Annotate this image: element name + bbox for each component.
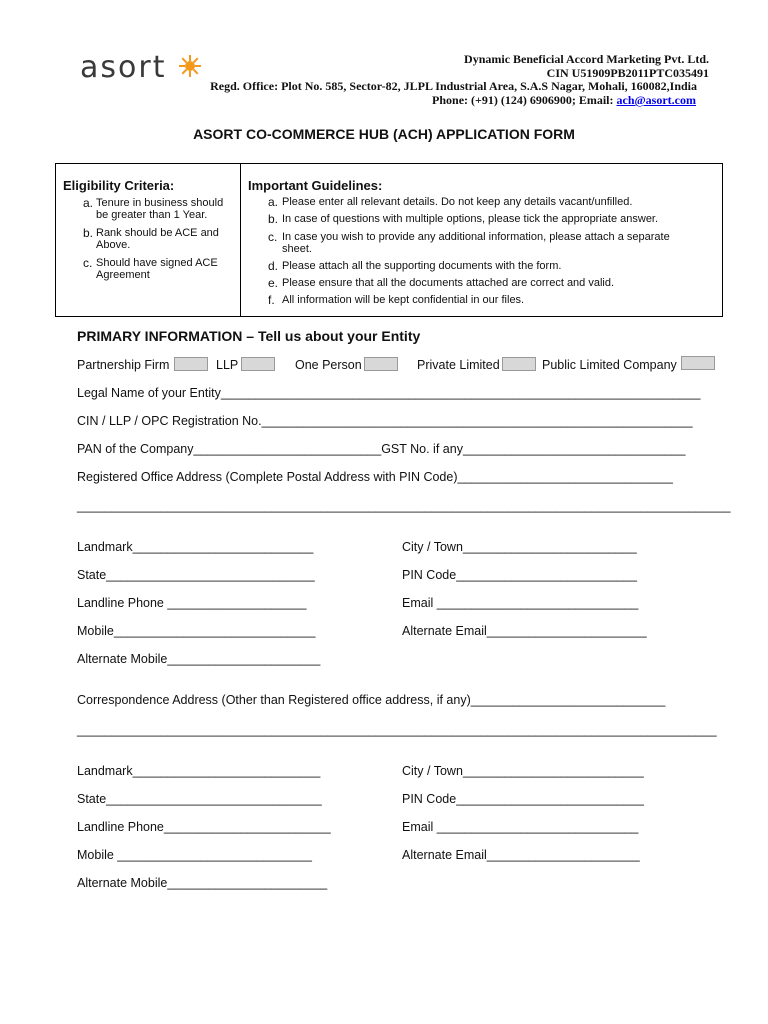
llp-checkbox[interactable] <box>241 357 275 371</box>
public-limited-checkbox[interactable] <box>681 356 715 370</box>
eligibility-heading: Eligibility Criteria: <box>63 178 175 193</box>
contact-line <box>432 93 696 108</box>
corr-state-field[interactable]: State_______________________________ <box>77 792 322 806</box>
guideline-item: In case of questions with multiple options, please tick the appropriate answer. <box>282 213 659 225</box>
guideline-item-cont: sheet. <box>282 243 312 255</box>
corr-landline-field[interactable]: Landline Phone________________________ <box>77 820 331 834</box>
primary-info-heading: PRIMARY INFORMATION – Tell us about your Entity <box>77 328 421 344</box>
guideline-letter: a. <box>268 195 279 209</box>
registration-number-field[interactable]: CIN / LLP / OPC Registration No.______________________________________________________________ <box>77 414 693 428</box>
corr-alternate-mobile-field[interactable]: Alternate Mobile_______________________ <box>77 876 328 890</box>
eligibility-letter: c. <box>83 256 93 270</box>
eligibility-item-cont: Above. <box>96 239 131 251</box>
logo-text: asort <box>80 50 167 85</box>
email-field[interactable]: Email _____________________________ <box>402 596 639 610</box>
guideline-item: All information will be kept confidential in our files. <box>282 294 525 306</box>
registered-address-field[interactable]: Registered Office Address (Complete Postal Address with PIN Code)_______________________________ <box>77 470 674 484</box>
guideline-letter: b. <box>268 212 279 226</box>
corr-pin-code-field[interactable]: PIN Code___________________________ <box>402 792 644 806</box>
guideline-letter: c. <box>268 230 278 244</box>
eligibility-item: Rank should be ACE and <box>96 227 219 239</box>
company-cin: CIN U51909PB2011PTC035491 <box>546 66 709 80</box>
landmark-field[interactable]: Landmark__________________________ <box>77 540 314 554</box>
landline-field[interactable]: Landline Phone ____________________ <box>77 596 307 610</box>
eligibility-item-cont: Agreement <box>96 269 150 281</box>
phone-text: Phone: (+91) (124) 6906900; Email: <box>432 93 617 107</box>
legal-name-field[interactable]: Legal Name of your Entity_____________________________________________________________________ <box>77 386 701 400</box>
correspondence-address-field[interactable]: Correspondence Address (Other than Registered office address, if any)____________________________ <box>77 693 666 707</box>
form-title: ASORT CO-COMMERCE HUB (ACH) APPLICATION FORM <box>193 126 575 142</box>
option-one-person-label: One Person <box>295 358 362 372</box>
company-name: Dynamic Beneficial Accord Marketing Pvt. Ltd. <box>464 52 709 66</box>
guideline-letter: d. <box>268 259 279 273</box>
option-llp-label: LLP <box>216 358 239 372</box>
guideline-letter: f. <box>268 293 275 307</box>
option-private-limited-label: Private Limited <box>417 358 500 372</box>
guideline-item: Please attach all the supporting documents with the form. <box>282 260 562 272</box>
guideline-letter: e. <box>268 276 279 290</box>
guideline-item: In case you wish to provide any additional information, please attach a separate <box>282 231 670 243</box>
corr-mobile-field[interactable]: Mobile ____________________________ <box>77 848 312 862</box>
registered-address-line[interactable]: ______________________________________________________________________________________________ <box>77 499 731 513</box>
guideline-item: Please enter all relevant details. Do not keep any details vacant/unfilled. <box>282 196 633 208</box>
pan-gst-field[interactable]: PAN of the Company___________________________GST No. if any________________________________ <box>77 442 686 456</box>
email-link[interactable]: ach@asort.com <box>616 93 696 107</box>
option-partnership-label: Partnership Firm <box>77 358 170 372</box>
correspondence-address-line[interactable]: ____________________________________________________________________________________________ <box>77 723 717 737</box>
private-limited-checkbox[interactable] <box>502 357 536 371</box>
one-person-checkbox[interactable] <box>364 357 398 371</box>
sun-logo-icon <box>178 54 202 78</box>
eligibility-item-cont: be greater than 1 Year. <box>96 209 208 221</box>
eligibility-letter: a. <box>83 196 94 210</box>
option-public-limited-label: Public Limited Company <box>542 358 677 372</box>
corr-landmark-field[interactable]: Landmark___________________________ <box>77 764 321 778</box>
eligibility-item: Should have signed ACE <box>96 257 218 269</box>
pin-code-field[interactable]: PIN Code__________________________ <box>402 568 637 582</box>
registered-office: Regd. Office: Plot No. 585, Sector-82, JLPL Industrial Area, S.A.S Nagar, Mohali, 160082,India <box>210 79 697 93</box>
eligibility-letter: b. <box>83 226 94 240</box>
corr-email-field[interactable]: Email _____________________________ <box>402 820 639 834</box>
alternate-mobile-field[interactable]: Alternate Mobile______________________ <box>77 652 321 666</box>
eligibility-item: Tenure in business should <box>96 197 224 209</box>
state-field[interactable]: State______________________________ <box>77 568 315 582</box>
criteria-divider <box>240 163 241 316</box>
corr-alternate-email-field[interactable]: Alternate Email______________________ <box>402 848 640 862</box>
city-field[interactable]: City / Town_________________________ <box>402 540 637 554</box>
mobile-field[interactable]: Mobile_____________________________ <box>77 624 316 638</box>
guidelines-heading: Important Guidelines: <box>248 178 383 193</box>
partnership-checkbox[interactable] <box>174 357 208 371</box>
guideline-item: Please ensure that all the documents attached are correct and valid. <box>282 277 615 289</box>
alternate-email-field[interactable]: Alternate Email_______________________ <box>402 624 647 638</box>
corr-city-field[interactable]: City / Town__________________________ <box>402 764 644 778</box>
